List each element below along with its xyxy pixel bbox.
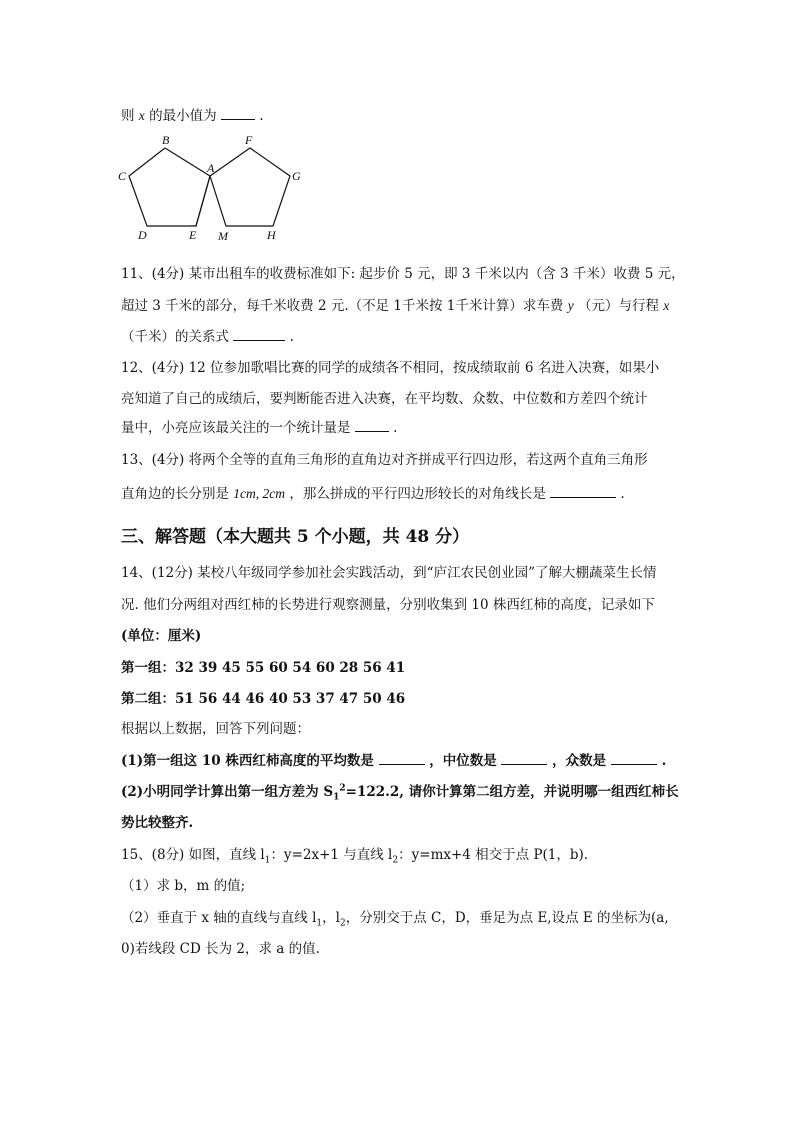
label-F: F — [245, 133, 253, 147]
q14-line2: 况. 他们分两组对西红柿的长势进行观察测量，分别收集到 10 株西红柿的高度，记录如下 — [121, 597, 655, 613]
q10-variable: x — [138, 108, 145, 123]
q15-part2-text-c: ，分别交于点 C，D，垂足为点 E,设点 E 的坐标为(a, — [345, 910, 669, 926]
q14-line1: 14、(12分) 某校八年级同学参加社会实践活动，到“庐江农民创业园”了解大棚蔬菜生长情 — [121, 565, 657, 581]
subscript: 2 — [392, 855, 399, 866]
q12-line2: 亮知道了自己的成绩后，要判断能否进入决赛，在平均数、众数、中位数和方差四个统计 — [121, 391, 648, 407]
q15-part2-text-b: ，l — [322, 910, 340, 926]
q13-line2-text-b: ，那么拼成的平行四边形较长的对角线长是 — [289, 486, 546, 502]
label-H: H — [267, 228, 276, 242]
q14-part2-text-b: =122.2, 请你计算第二组方差，并说明哪一组西红柿长 — [345, 784, 679, 800]
q14-part1-text-b: ，中位数是 — [429, 753, 497, 769]
q15-text-c: ：y=mx+4 相交于点 P(1，b). — [398, 847, 589, 863]
q11-line3-text: （千米）的关系式 — [121, 329, 229, 345]
subscript: 2 — [339, 918, 346, 929]
q14-part2 — [121, 780, 679, 803]
answer-blank — [355, 419, 389, 432]
q13-line1: 13、(4分) 将两个全等的直角三角形的直角边对齐拼成平行四边形，若这两个直角三角形 — [121, 452, 648, 468]
q12-end: . — [393, 420, 398, 436]
q13-end: . — [620, 486, 625, 502]
q14-part2-line2: 势比较整齐. — [121, 815, 194, 831]
q13-units: 1cm, 2cm — [233, 486, 286, 501]
q14-part2-text: (2)小明同学计算出第一组方差为 S — [121, 784, 334, 800]
answer-blank — [611, 752, 657, 765]
label-M: M — [218, 229, 228, 243]
q14-group1: 第一组：32 39 45 55 60 54 60 28 56 41 — [121, 660, 406, 676]
q11-line1: 11、(4分) 某市出租车的收费标准如下: 起步价 5 元，即 3 千米以内（含 3 千米）收费 5 元， — [121, 266, 685, 282]
answer-blank — [501, 752, 547, 765]
q14-prompt: 根据以上数据，回答下列问题： — [121, 721, 310, 737]
q14-part1-text: (1)第一组这 10 株西红柿高度的平均数是 — [121, 753, 374, 769]
q14-group2: 第二组：51 56 44 46 40 53 37 47 50 46 — [121, 691, 406, 707]
q14-part1 — [121, 749, 666, 769]
q13-line2-text: 直角边的长分别是 — [121, 486, 229, 502]
label-G: G — [292, 169, 301, 183]
q14-part1-end: . — [661, 753, 667, 769]
q12-line3-text: 量中，小亮应该最关注的一个统计量是 — [121, 420, 351, 436]
q10-prefix: 则 — [121, 108, 135, 124]
q10-tail-line — [121, 104, 263, 124]
q11-line2 — [121, 294, 669, 314]
label-D: D — [138, 228, 147, 242]
q12-line1: 12、(4分) 12 位参加歌唱比赛的同学的成绩各不相同，按成绩取前 6 名进入决赛，如果小 — [121, 360, 660, 376]
left-pentagon — [129, 148, 210, 226]
q11-line2-text-b: （元）与行程 — [578, 298, 659, 314]
answer-blank — [550, 485, 616, 498]
q10-end: . — [259, 108, 264, 124]
q15-part2-line2: 0)若线段 CD 长为 2，求 a 的值. — [121, 941, 320, 957]
section-title: 三、解答题（本大题共 5 个小题，共 48 分） — [121, 527, 470, 547]
superscript: 2 — [339, 783, 346, 794]
q15-line1 — [121, 843, 588, 866]
q12-line3 — [121, 416, 397, 436]
q11-end: . — [289, 329, 294, 345]
label-E: E — [189, 228, 197, 242]
q15-text-b: ：y=2x+1 与直线 l — [270, 847, 393, 863]
q15-text: 15、(8分) 如图，直线 l — [121, 847, 265, 863]
label-C: C — [118, 169, 127, 183]
q15-part1: （1）求 b，m 的值; — [121, 878, 246, 894]
right-pentagon — [210, 148, 290, 226]
label-A: A — [207, 161, 215, 175]
subscript: 1 — [333, 792, 340, 803]
q14-part1-text-c: ，众数是 — [552, 753, 607, 769]
q14-line3: (单位：厘米) — [121, 628, 202, 644]
answer-blank — [233, 328, 285, 341]
subscript: 1 — [316, 918, 323, 929]
answer-blank — [221, 107, 255, 120]
q11-var-y: y — [567, 298, 574, 313]
label-B: B — [162, 133, 170, 147]
q13-line2 — [121, 482, 625, 502]
q11-line2-text: 超过 3 千米的部分，每千米收费 2 元.（不足 1千米按 1千米计算）求车费 — [121, 298, 564, 314]
segment-AE — [196, 176, 210, 226]
subscript: 1 — [264, 855, 271, 866]
q11-var-x: x — [663, 298, 670, 313]
answer-blank — [379, 752, 425, 765]
q15-part2-text: （2）垂直于 x 轴的直线与直线 l — [121, 910, 317, 926]
q15-part2 — [121, 906, 669, 929]
q10-suffix: 的最小值为 — [149, 108, 217, 124]
pentagon-figure — [110, 128, 310, 246]
q11-line3 — [121, 325, 294, 345]
